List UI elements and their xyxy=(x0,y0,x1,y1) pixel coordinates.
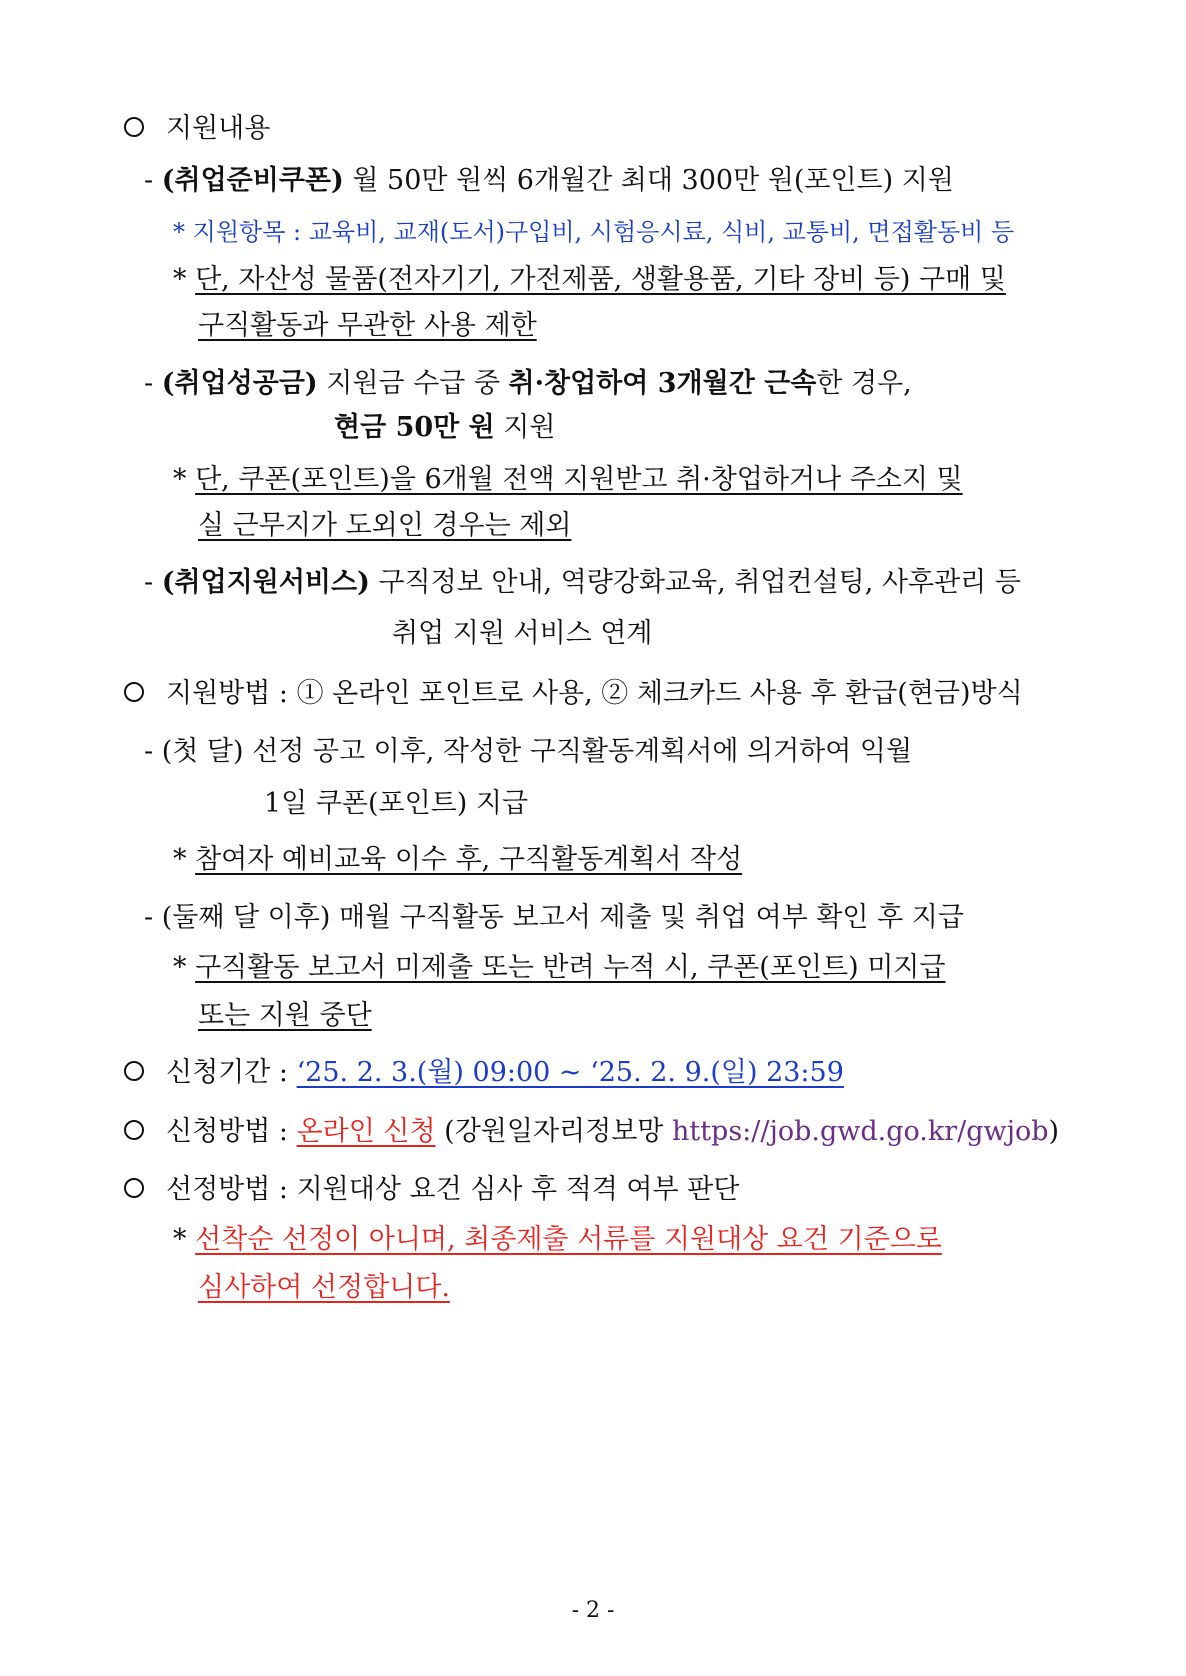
note-after-month xyxy=(173,954,945,981)
dash-marker: - xyxy=(144,368,154,399)
item-text-end: 한 경우, xyxy=(816,368,912,399)
note-success-exclusion-cont: 실 근무지가 도외인 경우는 제외 xyxy=(198,510,572,541)
section-apply-method xyxy=(124,1118,1059,1145)
note-after-month-cont: 또는 지원 중단 xyxy=(198,1000,372,1031)
item-emphasis: 현금 50만 원 xyxy=(334,412,495,443)
star-marker: * xyxy=(173,218,185,246)
period-value: ‘25. 2. 3.(월) 09:00 ~ ‘25. 2. 9.(일) 23:59 xyxy=(296,1057,844,1088)
star-marker: * xyxy=(173,464,187,495)
dash-marker: - xyxy=(144,902,154,933)
item-text: 구직정보 안내, 역량강화교육, 취업컨설팅, 사후관리 등 xyxy=(378,567,1021,598)
item-text: 지원 xyxy=(494,412,556,443)
note-text: 참여자 예비교육 이수 후, 구직활동계획서 작성 xyxy=(195,844,743,875)
section-support-method xyxy=(124,680,1023,707)
apply-highlight: 온라인 신청 xyxy=(296,1116,436,1147)
dash-marker: - xyxy=(144,165,154,196)
item-text: (첫 달) 선정 공고 이후, 작성한 구직활동계획서에 의거하여 익월 xyxy=(161,736,913,767)
star-marker: * xyxy=(173,264,187,295)
section-title: 지원내용 xyxy=(166,113,271,144)
item-text: 월 50만 원씩 6개월간 최대 300만 원(포인트) 지원 xyxy=(352,165,954,196)
note-prep-restriction xyxy=(173,266,1006,293)
circle-bullet-icon xyxy=(124,682,144,702)
item-emphasis: 취·창업하여 3개월간 근속 xyxy=(508,368,817,399)
note-success-exclusion xyxy=(173,466,963,493)
note-prep-items xyxy=(173,220,1014,244)
section-selection xyxy=(124,1176,739,1203)
star-marker: * xyxy=(173,952,187,983)
note-text: 선착순 선정이 아니며, 최종제출 서류를 지원대상 요건 기준으로 xyxy=(195,1224,942,1255)
note-prep-restriction-cont: 구직활동과 무관한 사용 제한 xyxy=(198,310,537,341)
item-label: (취업성공금) xyxy=(161,368,318,399)
dash-marker: - xyxy=(144,736,154,767)
note-selection xyxy=(173,1226,942,1253)
note-text: 지원항목 : 교육비, 교재(도서)구입비, 시험응시료, 식비, 교통비, 면접활동비 등 xyxy=(192,218,1015,246)
apply-label: 신청방법 : xyxy=(166,1116,297,1147)
period-label: 신청기간 : xyxy=(166,1057,297,1088)
circle-bullet-icon xyxy=(124,1061,144,1081)
circle-bullet-icon xyxy=(124,1178,144,1198)
item-first-month xyxy=(144,738,912,765)
item-first-month-cont: 1일 쿠폰(포인트) 지급 xyxy=(264,788,529,819)
section-title: 지원방법 : ① 온라인 포인트로 사용, ② 체크카드 사용 후 환급(현금)방식 xyxy=(166,678,1023,709)
note-text: 구직활동 보고서 미제출 또는 반려 누적 시, 쿠폰(포인트) 미지급 xyxy=(195,952,946,983)
star-marker: * xyxy=(173,1224,187,1255)
section-period xyxy=(124,1059,844,1086)
item-success-bonus xyxy=(144,370,912,397)
apply-rest: (강원일자리정보망 xyxy=(435,1116,672,1147)
circle-bullet-icon xyxy=(124,1120,144,1140)
note-selection-cont: 심사하여 선정합니다. xyxy=(198,1272,450,1303)
section-support-content xyxy=(124,115,270,142)
item-text: (둘째 달 이후) 매월 구직활동 보고서 제출 및 취업 여부 확인 후 지급 xyxy=(161,902,964,933)
star-marker: * xyxy=(173,844,187,875)
circle-bullet-icon xyxy=(124,117,144,137)
item-prep-coupon xyxy=(144,167,954,194)
item-service xyxy=(144,569,1021,596)
item-after-month xyxy=(144,904,964,931)
note-text: 단, 자산성 물품(전자기기, 가전제품, 생활용품, 기타 장비 등) 구매 및 xyxy=(195,264,1006,295)
apply-url-link[interactable]: https://job.gwd.go.kr/gwjob xyxy=(671,1116,1049,1147)
item-label: (취업준비쿠폰) xyxy=(161,165,344,196)
item-label: (취업지원서비스) xyxy=(161,567,370,598)
dash-marker: - xyxy=(144,567,154,598)
apply-close: ) xyxy=(1048,1116,1060,1147)
page-number: - 2 - xyxy=(571,1598,615,1623)
item-text: 지원금 수급 중 xyxy=(326,368,509,399)
note-text: 단, 쿠폰(포인트)을 6개월 전액 지원받고 취·창업하거나 주소지 및 xyxy=(195,464,963,495)
note-first-month xyxy=(173,846,742,873)
item-success-bonus-cont xyxy=(334,414,555,441)
section-title: 선정방법 : 지원대상 요건 심사 후 적격 여부 판단 xyxy=(166,1174,740,1205)
item-service-cont: 취업 지원 서비스 연계 xyxy=(392,618,653,649)
